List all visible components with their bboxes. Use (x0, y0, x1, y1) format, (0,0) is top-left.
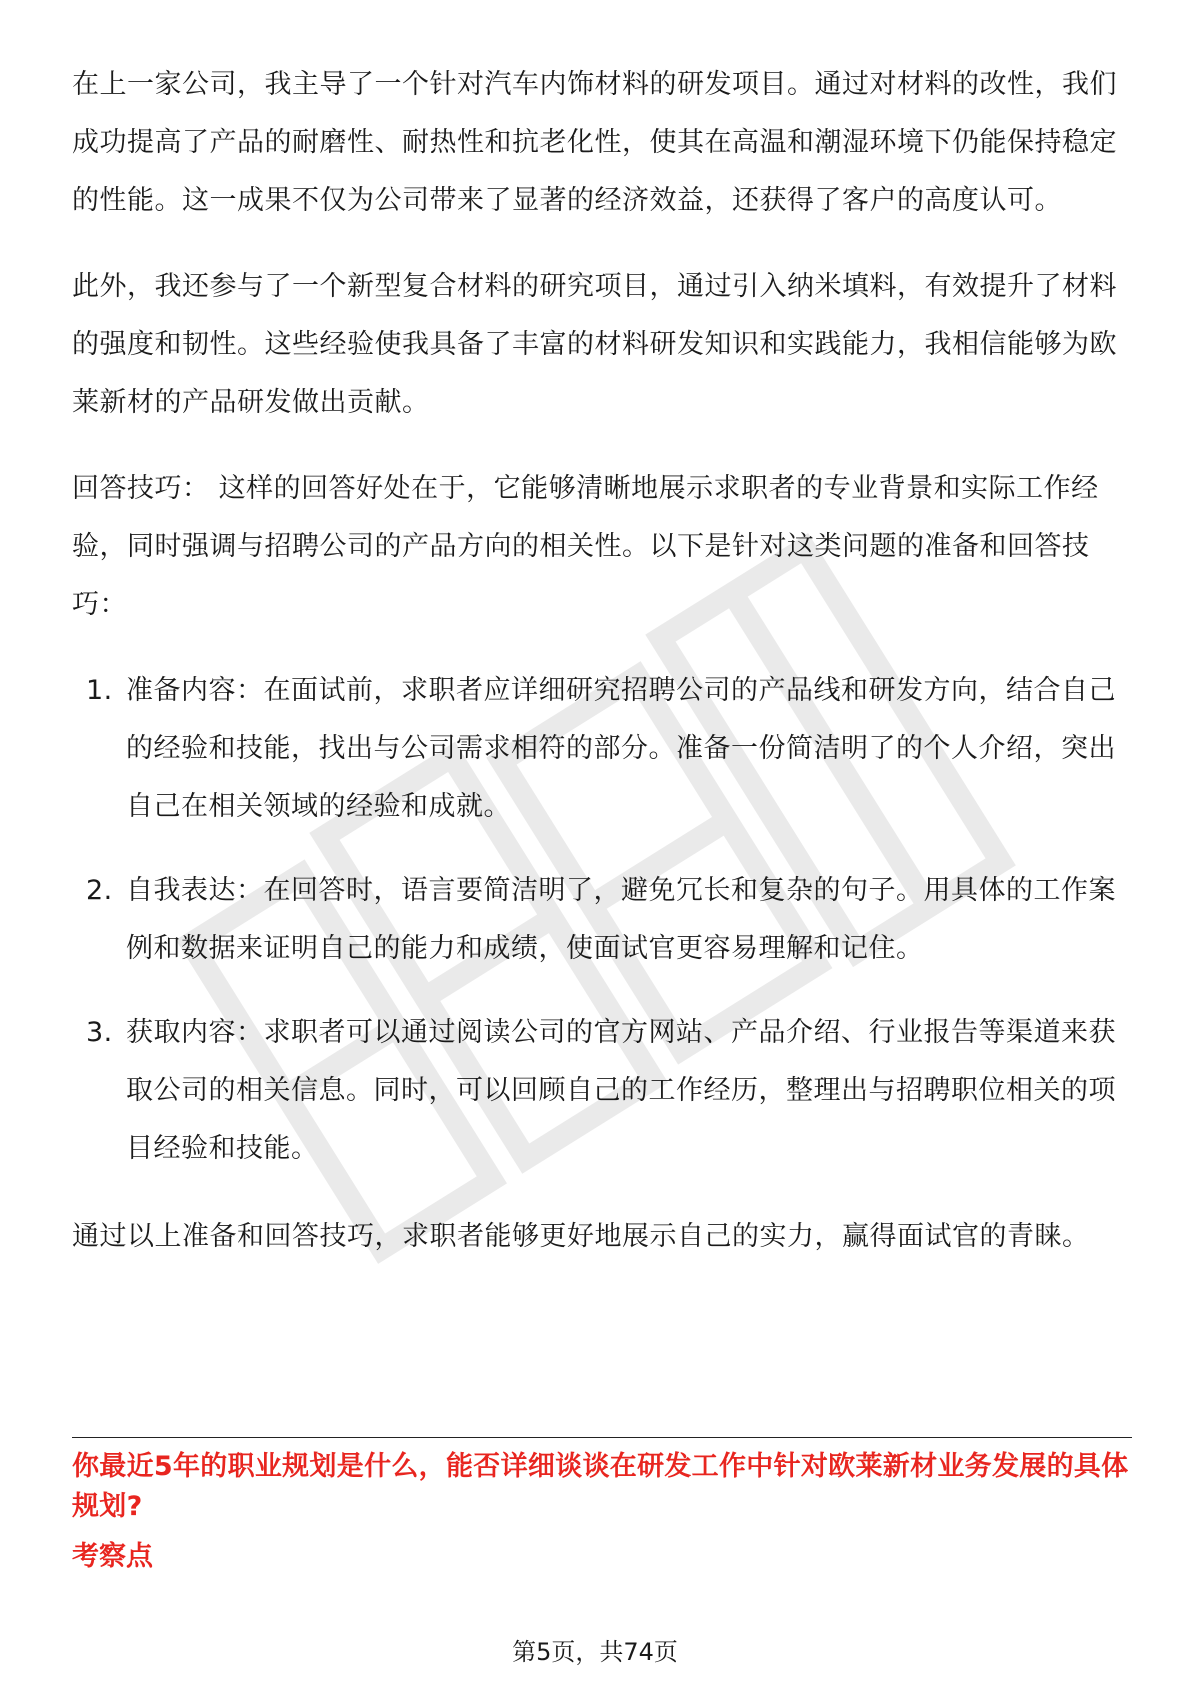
list-number: 2. (86, 875, 113, 906)
list-text: 准备内容：在面试前，求职者应详细研究招聘公司的产品线和研发方向，结合自己的经验和技能，找出与公司需求相符的部分。准备一份简洁明了的个人介绍，突出自己在相关领域的经验和成就。 (126, 675, 1116, 822)
list-item (72, 662, 1132, 836)
paragraph-answer-tips: 回答技巧： 这样的回答好处在于，它能够清晰地展示求职者的专业背景和实际工作经验，同时强调与招聘公司的产品方向的相关性。以下是针对这类问题的准备和回答技巧： (72, 473, 1099, 620)
paragraph-closing: 通过以上准备和回答技巧，求职者能够更好地展示自己的实力，赢得面试官的青睐。 (72, 1221, 1090, 1252)
section-divider (72, 1437, 1132, 1438)
list-text: 获取内容：求职者可以通过阅读公司的官方网站、产品介绍、行业报告等渠道来获取公司的相关信息。同时，可以回顾自己的工作经历，整理出与招聘职位相关的项目经验和技能。 (126, 1017, 1116, 1164)
list-item (72, 862, 1132, 978)
question-heading: 你最近5年的职业规划是什么，能否详细谈谈在研发工作中针对欧莱新材业务发展的具体规划? (72, 1451, 1129, 1522)
page-body (72, 56, 1132, 1294)
list-text: 自我表达：在回答时，语言要简洁明了，避免冗长和复杂的句子。用具体的工作案例和数据来证明自己的能力和成绩，使面试官更容易理解和记住。 (126, 875, 1116, 964)
paragraph-project-experience: 在上一家公司，我主导了一个针对汽车内饰材料的研发项目。通过对材料的改性，我们成功提高了产品的耐磨性、耐热性和抗老化性，使其在高温和潮湿环境下仍能保持稳定的性能。这一成果不仅为公司带来了显著的经济效益，还获得了客户的高度认可。 (72, 69, 1117, 216)
page-footer: 第5页，共74页 (512, 1638, 678, 1666)
paragraph-composite-research: 此外，我还参与了一个新型复合材料的研究项目，通过引入纳米填料，有效提升了材料的强度和韧性。这些经验使我具备了丰富的材料研发知识和实践能力，我相信能够为欧莱新材的产品研发做出贡献。 (72, 271, 1117, 418)
tips-list (72, 662, 1132, 1178)
section-heading-examination-points: 考察点 (72, 1541, 153, 1572)
list-item (72, 1004, 1132, 1178)
list-number: 1. (86, 675, 113, 706)
list-number: 3. (86, 1017, 113, 1048)
